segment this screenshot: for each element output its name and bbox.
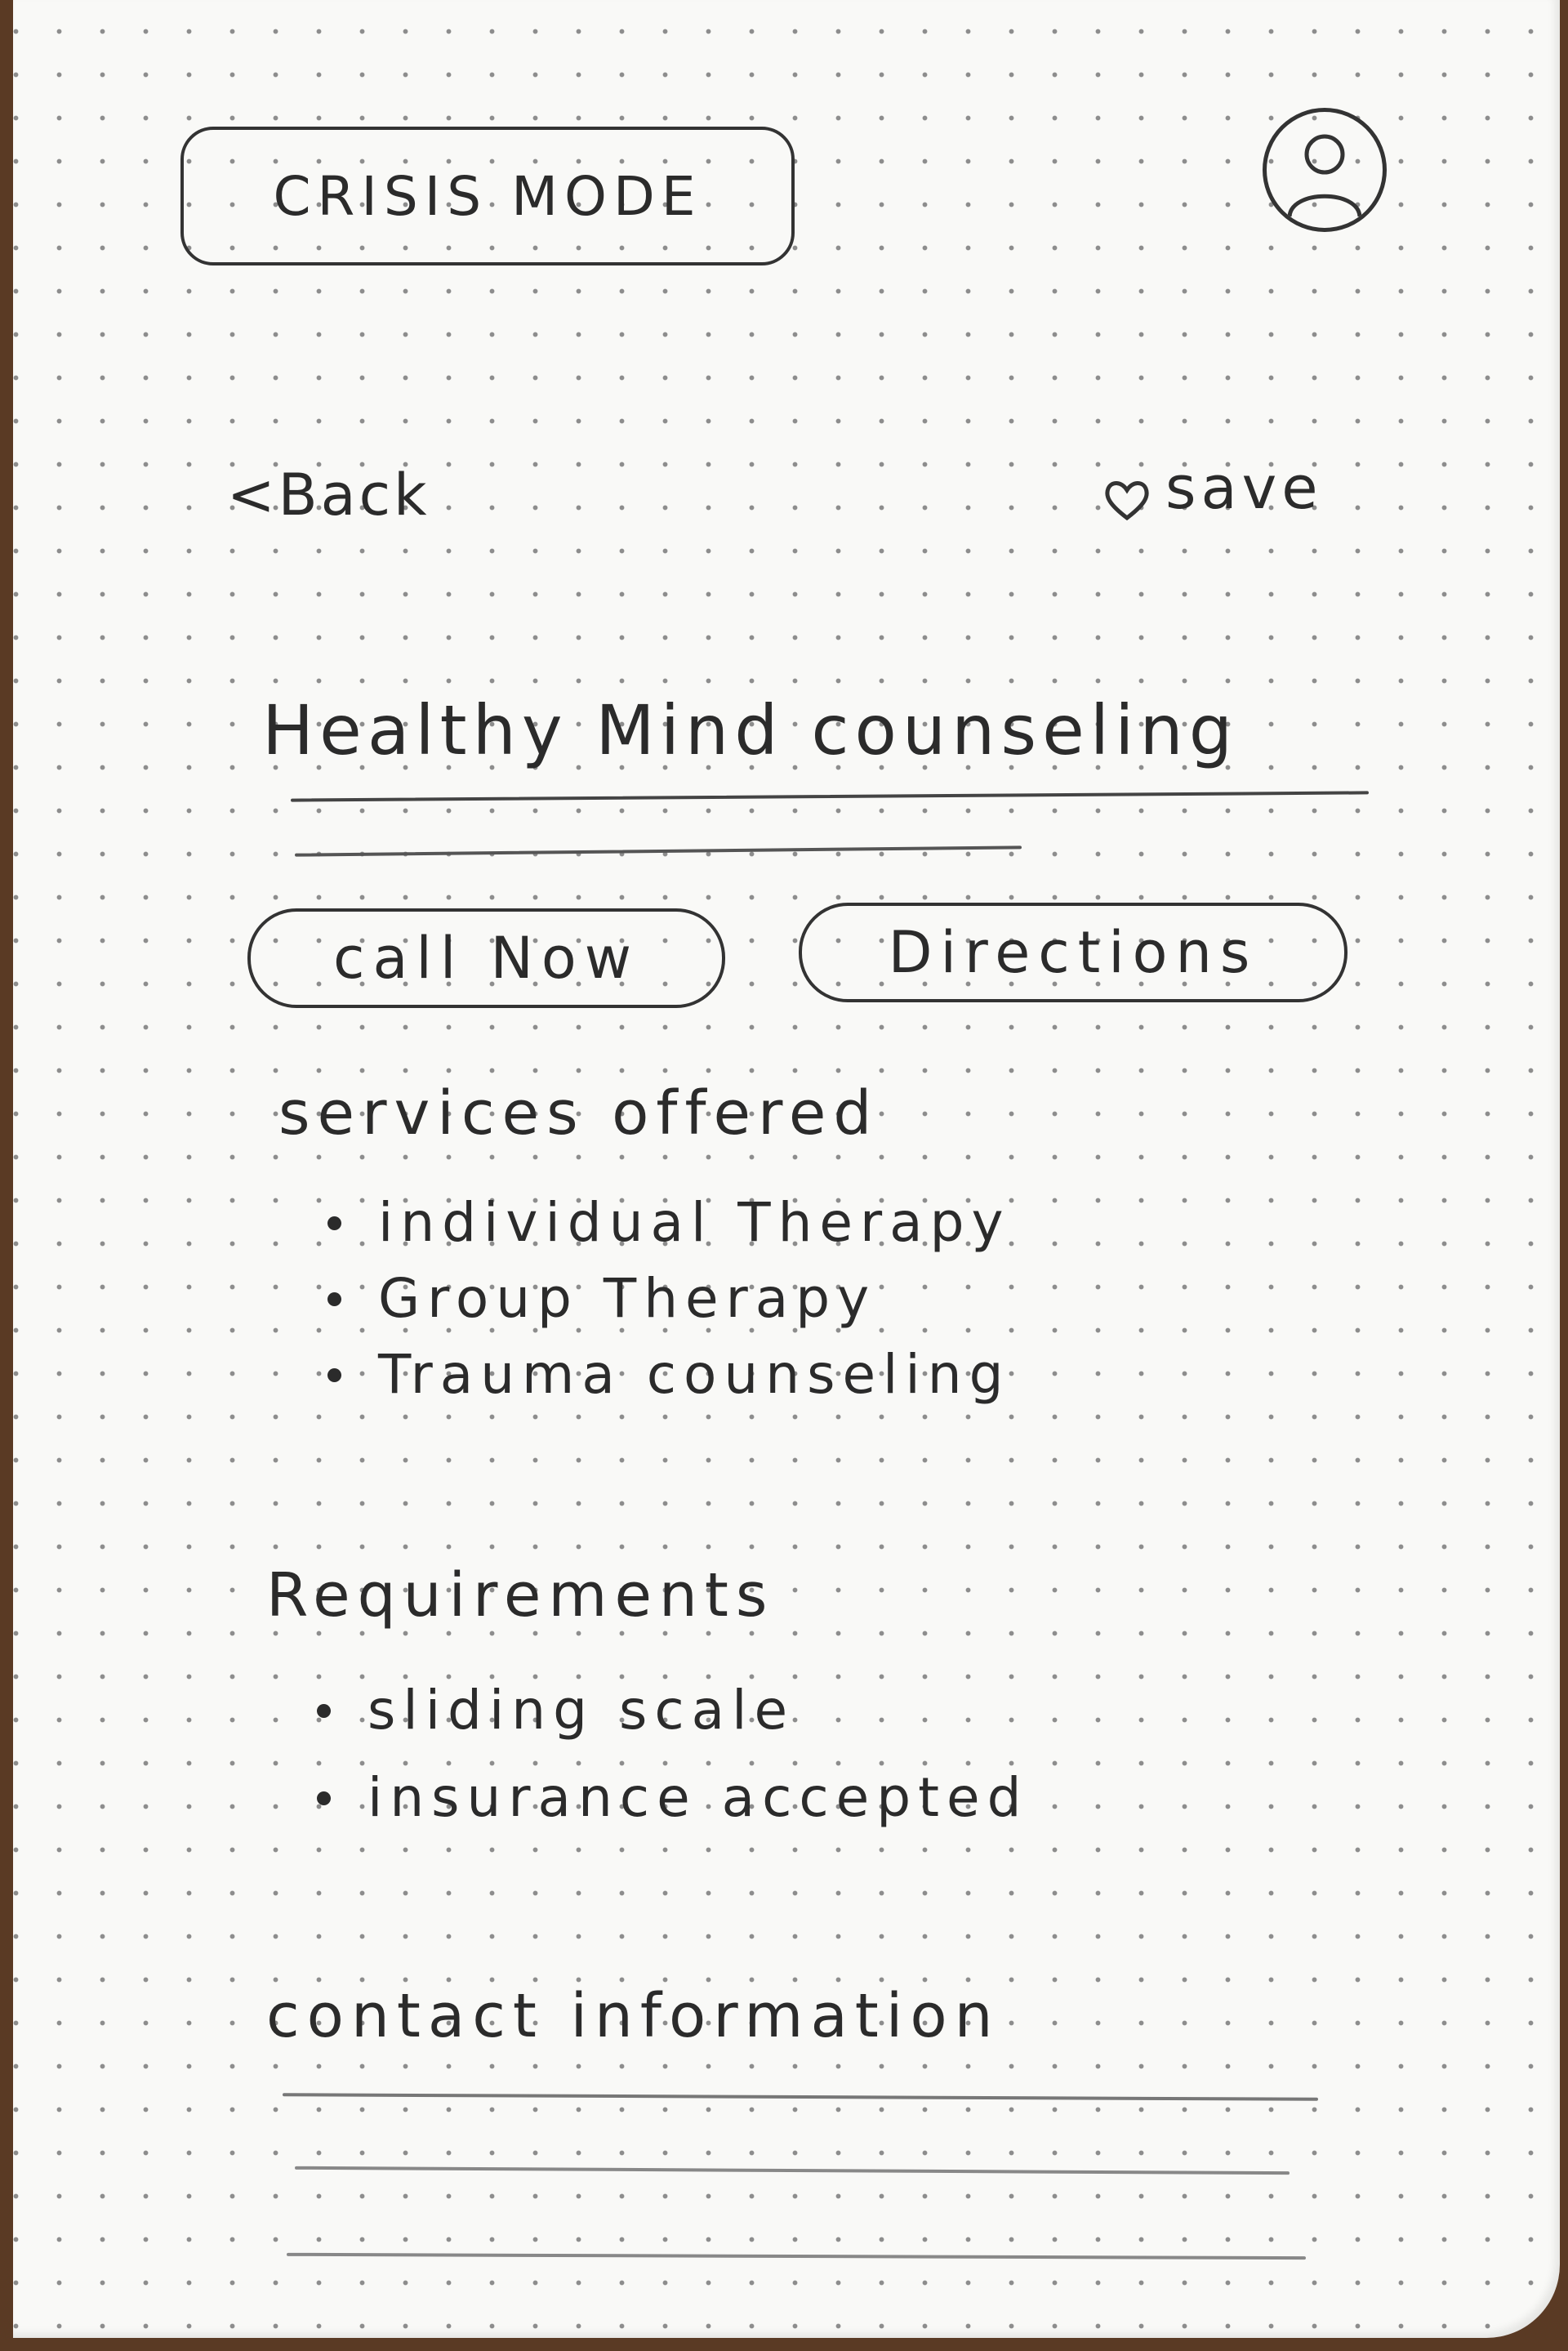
contact-line-2 [295, 2166, 1290, 2175]
title-underline-2 [295, 845, 1022, 856]
heart-icon [1103, 466, 1151, 509]
crisis-mode-label: CRISIS MODE [273, 164, 702, 228]
call-now-label: call Now [333, 925, 639, 992]
requirement-item-label: insurance accepted [368, 1766, 1029, 1829]
services-heading: services offered [278, 1078, 880, 1149]
service-item-label: Group Therapy [378, 1267, 877, 1330]
place-title: Healthy Mind counseling [262, 690, 1239, 770]
requirements-heading: Requirements [266, 1560, 775, 1631]
service-item-label: Trauma counseling [378, 1343, 1011, 1406]
user-profile-icon[interactable] [1263, 108, 1387, 232]
back-label: <Back [227, 462, 430, 529]
bullet-icon [327, 1368, 341, 1382]
sketch-paper [13, 0, 1560, 2338]
bullet-icon [317, 1791, 331, 1805]
bullet-icon [327, 1292, 341, 1306]
contact-line-1 [283, 2093, 1318, 2101]
bullet-icon [327, 1216, 341, 1230]
user-profile-glyph [1267, 112, 1383, 228]
title-underline-1 [291, 791, 1369, 801]
requirement-item-label: sliding scale [368, 1679, 795, 1742]
directions-label: Directions [888, 919, 1258, 986]
list-item [327, 1260, 1011, 1336]
crisis-mode-button[interactable] [180, 127, 795, 265]
services-list [327, 1184, 1011, 1412]
save-label: save [1165, 453, 1323, 522]
list-item [327, 1184, 1011, 1260]
list-item [317, 1666, 1029, 1754]
bullet-icon [317, 1704, 331, 1718]
save-button[interactable] [1103, 453, 1323, 522]
requirements-list [317, 1666, 1029, 1841]
back-button[interactable] [227, 462, 430, 529]
contact-heading: contact information [266, 1981, 1000, 2051]
call-now-button[interactable] [247, 908, 725, 1008]
directions-button[interactable] [799, 903, 1348, 1002]
service-item-label: individual Therapy [378, 1191, 1011, 1254]
list-item [327, 1336, 1011, 1412]
list-item [317, 1754, 1029, 1841]
contact-line-3 [287, 2253, 1306, 2260]
